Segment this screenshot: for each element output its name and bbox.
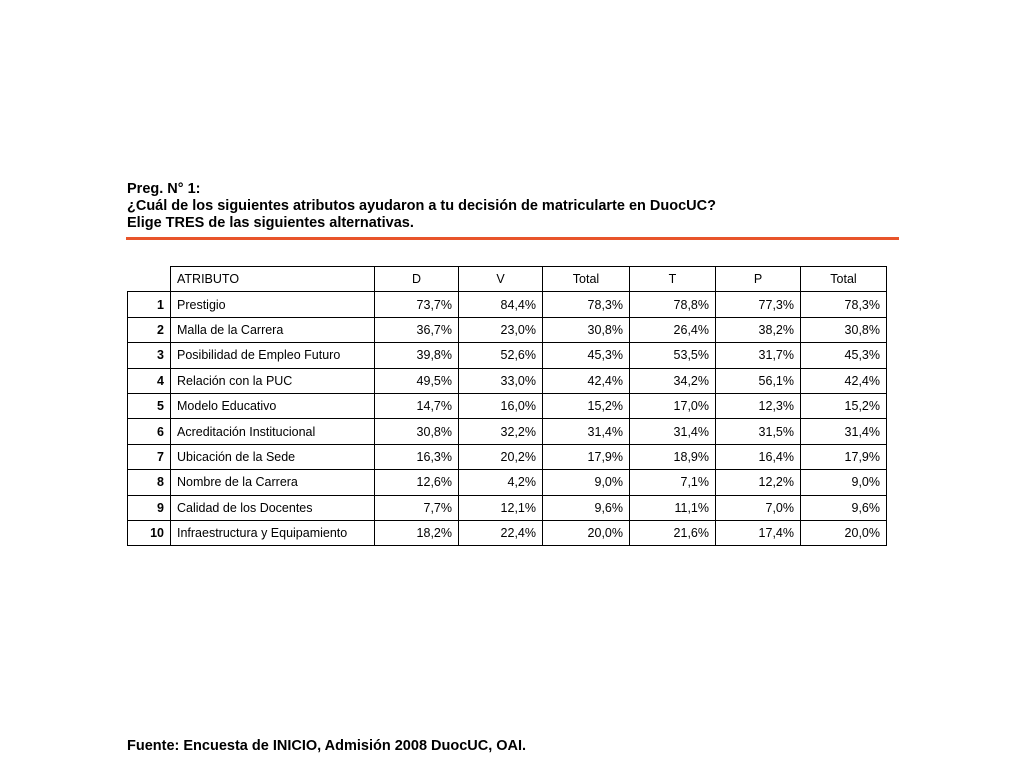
value-cell: 32,2%	[459, 419, 543, 444]
value-cell: 31,7%	[716, 343, 801, 368]
orange-divider	[126, 237, 899, 240]
column-header: P	[716, 267, 801, 292]
value-cell: 4,2%	[459, 470, 543, 495]
value-cell: 49,5%	[375, 368, 459, 393]
value-cell: 7,1%	[630, 470, 716, 495]
row-number: 6	[128, 419, 171, 444]
value-cell: 33,0%	[459, 368, 543, 393]
question-instruction: Elige TRES de las siguientes alternativas.	[127, 215, 414, 231]
value-cell: 53,5%	[630, 343, 716, 368]
table-row	[128, 292, 887, 317]
value-cell: 12,3%	[716, 393, 801, 418]
value-cell: 16,3%	[375, 444, 459, 469]
value-cell: 9,6%	[801, 495, 887, 520]
value-cell: 78,3%	[543, 292, 630, 317]
value-cell: 31,4%	[801, 419, 887, 444]
table-row	[128, 444, 887, 469]
attribute-cell: Infraestructura y Equipamiento	[171, 520, 375, 545]
header-blank-cell	[128, 267, 171, 292]
value-cell: 39,8%	[375, 343, 459, 368]
source-footnote: Fuente: Encuesta de INICIO, Admisión 2008 DuocUC, OAI.	[127, 738, 527, 754]
value-cell: 12,2%	[716, 470, 801, 495]
attribute-cell: Calidad de los Docentes	[171, 495, 375, 520]
attribute-cell: Ubicación de la Sede	[171, 444, 375, 469]
value-cell: 78,8%	[630, 292, 716, 317]
value-cell: 23,0%	[459, 317, 543, 342]
value-cell: 9,0%	[543, 470, 630, 495]
value-cell: 34,2%	[630, 368, 716, 393]
attribute-cell: Prestigio	[171, 292, 375, 317]
table-row	[128, 368, 887, 393]
value-cell: 38,2%	[716, 317, 801, 342]
attribute-cell: Modelo Educativo	[171, 393, 375, 418]
row-number: 3	[128, 343, 171, 368]
row-number: 2	[128, 317, 171, 342]
column-header: V	[459, 267, 543, 292]
value-cell: 16,0%	[459, 393, 543, 418]
question-heading	[127, 181, 907, 232]
value-cell: 26,4%	[630, 317, 716, 342]
value-cell: 20,0%	[543, 520, 630, 545]
results-table	[127, 266, 887, 546]
value-cell: 7,0%	[716, 495, 801, 520]
column-header: T	[630, 267, 716, 292]
row-number: 7	[128, 444, 171, 469]
value-cell: 22,4%	[459, 520, 543, 545]
value-cell: 20,0%	[801, 520, 887, 545]
table-row	[128, 419, 887, 444]
question-text: ¿Cuál de los siguientes atributos ayudaron a tu decisión de matricularte en DuocUC?	[127, 198, 716, 214]
value-cell: 20,2%	[459, 444, 543, 469]
value-cell: 31,5%	[716, 419, 801, 444]
table-row	[128, 520, 887, 545]
value-cell: 73,7%	[375, 292, 459, 317]
value-cell: 18,9%	[630, 444, 716, 469]
value-cell: 30,8%	[375, 419, 459, 444]
value-cell: 84,4%	[459, 292, 543, 317]
value-cell: 45,3%	[543, 343, 630, 368]
value-cell: 31,4%	[543, 419, 630, 444]
row-number: 8	[128, 470, 171, 495]
table-row	[128, 343, 887, 368]
value-cell: 18,2%	[375, 520, 459, 545]
attribute-cell: Posibilidad de Empleo Futuro	[171, 343, 375, 368]
value-cell: 52,6%	[459, 343, 543, 368]
attribute-cell: Acreditación Institucional	[171, 419, 375, 444]
value-cell: 45,3%	[801, 343, 887, 368]
value-cell: 56,1%	[716, 368, 801, 393]
value-cell: 9,0%	[801, 470, 887, 495]
value-cell: 17,9%	[543, 444, 630, 469]
value-cell: 15,2%	[801, 393, 887, 418]
value-cell: 12,6%	[375, 470, 459, 495]
column-header: D	[375, 267, 459, 292]
table-row	[128, 470, 887, 495]
column-header: Total	[543, 267, 630, 292]
table-row	[128, 393, 887, 418]
value-cell: 17,4%	[716, 520, 801, 545]
column-header: ATRIBUTO	[171, 267, 375, 292]
value-cell: 21,6%	[630, 520, 716, 545]
value-cell: 78,3%	[801, 292, 887, 317]
value-cell: 36,7%	[375, 317, 459, 342]
value-cell: 7,7%	[375, 495, 459, 520]
row-number: 5	[128, 393, 171, 418]
value-cell: 14,7%	[375, 393, 459, 418]
value-cell: 17,0%	[630, 393, 716, 418]
table-header-row	[128, 267, 887, 292]
value-cell: 17,9%	[801, 444, 887, 469]
question-number: Preg. N° 1:	[127, 181, 201, 197]
table-row	[128, 317, 887, 342]
value-cell: 42,4%	[543, 368, 630, 393]
value-cell: 77,3%	[716, 292, 801, 317]
table-row	[128, 495, 887, 520]
row-number: 10	[128, 520, 171, 545]
value-cell: 42,4%	[801, 368, 887, 393]
value-cell: 16,4%	[716, 444, 801, 469]
value-cell: 15,2%	[543, 393, 630, 418]
value-cell: 12,1%	[459, 495, 543, 520]
row-number: 9	[128, 495, 171, 520]
attribute-cell: Malla de la Carrera	[171, 317, 375, 342]
row-number: 1	[128, 292, 171, 317]
attribute-cell: Nombre de la Carrera	[171, 470, 375, 495]
row-number: 4	[128, 368, 171, 393]
value-cell: 9,6%	[543, 495, 630, 520]
value-cell: 30,8%	[543, 317, 630, 342]
attribute-cell: Relación con la PUC	[171, 368, 375, 393]
column-header: Total	[801, 267, 887, 292]
value-cell: 11,1%	[630, 495, 716, 520]
value-cell: 31,4%	[630, 419, 716, 444]
value-cell: 30,8%	[801, 317, 887, 342]
